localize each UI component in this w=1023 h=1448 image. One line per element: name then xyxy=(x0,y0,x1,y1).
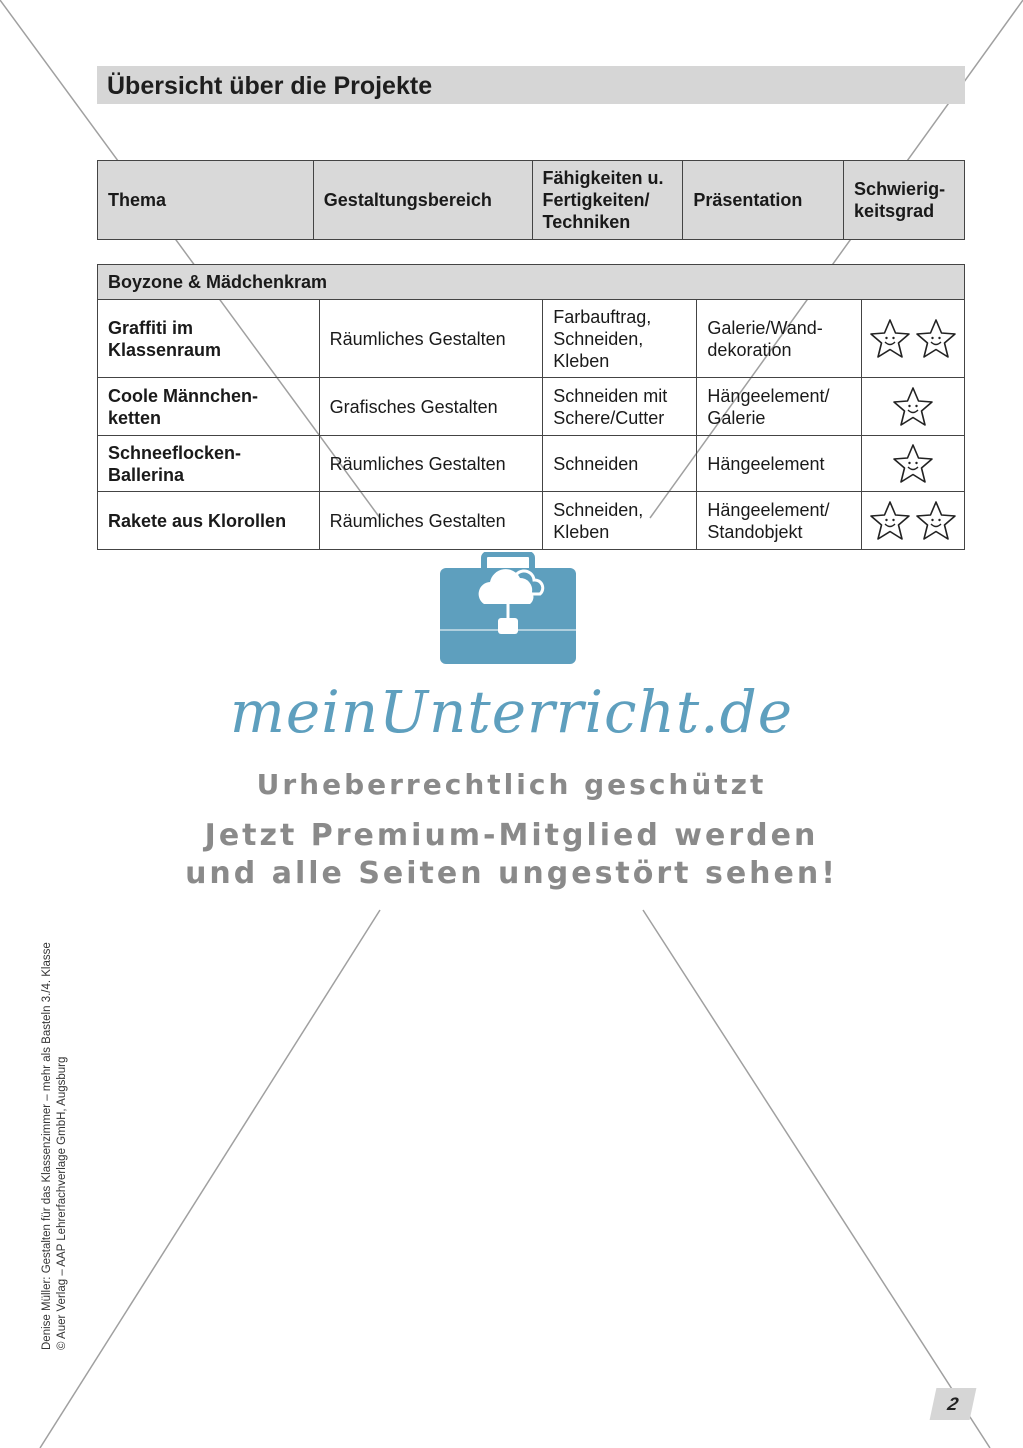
row-thema: Coole Männchen-ketten xyxy=(98,378,320,436)
group-row xyxy=(98,265,965,300)
watermark-line-3: und alle Seiten ungestört sehen! xyxy=(185,856,838,891)
watermark-line-2: Jetzt Premium-Mitglied werden xyxy=(204,818,819,853)
copyright-sidebar xyxy=(40,890,70,1350)
row-praesentation: Galerie/Wand-dekoration xyxy=(697,300,861,378)
star-icon xyxy=(867,327,913,347)
watermark-line-1: Urheberrechtlich geschützt xyxy=(256,768,767,801)
row-thema: Rakete aus Klorollen xyxy=(98,492,320,550)
row-praesentation: Hängeelement xyxy=(697,436,861,492)
watermark-brand: meinUnterricht.de xyxy=(229,678,794,746)
row-techniken: Schneiden, Kleben xyxy=(543,492,697,550)
row-stars xyxy=(861,436,964,492)
header-table xyxy=(97,160,965,240)
row-techniken: Farbauftrag, Schneiden, Kleben xyxy=(543,300,697,378)
table-row xyxy=(98,300,965,378)
title-bar xyxy=(97,66,965,104)
table-row xyxy=(98,492,965,550)
header-schwierigkeitsgrad: Schwierig-keitsgrad xyxy=(844,161,965,240)
header-praesentation: Präsentation xyxy=(683,161,844,240)
header-gestaltungsbereich: Gestaltungsbereich xyxy=(313,161,532,240)
row-praesentation: Hängeelement/ Standobjekt xyxy=(697,492,861,550)
row-praesentation: Hängeelement/ Galerie xyxy=(697,378,861,436)
row-bereich: Räumliches Gestalten xyxy=(319,492,543,550)
row-thema: Schneeflocken-Ballerina xyxy=(98,436,320,492)
row-bereich: Räumliches Gestalten xyxy=(319,436,543,492)
page-number: 2 xyxy=(930,1388,977,1420)
group-label: Boyzone & Mädchenkram xyxy=(98,265,965,300)
header-techniken: Fähigkeiten u. Fertigkeiten/ Techniken xyxy=(532,161,683,240)
projects-table xyxy=(97,264,965,550)
row-thema: Graffiti im Klassenraum xyxy=(98,300,320,378)
star-icon xyxy=(913,327,959,347)
row-stars xyxy=(861,300,964,378)
star-icon xyxy=(913,509,959,529)
table-row xyxy=(98,378,965,436)
row-stars xyxy=(861,378,964,436)
star-icon xyxy=(890,452,936,472)
source-line: Denise Müller: Gestalten für das Klassenzimmer – mehr als Basteln 3./4. Klasse xyxy=(41,942,53,1350)
page-title: Übersicht über die Projekte xyxy=(107,72,433,100)
briefcase-cloud-icon xyxy=(438,552,578,666)
table-row xyxy=(98,436,965,492)
star-icon xyxy=(890,395,936,415)
row-techniken: Schneiden xyxy=(543,436,697,492)
star-icon xyxy=(867,509,913,529)
row-bereich: Grafisches Gestalten xyxy=(319,378,543,436)
row-bereich: Räumliches Gestalten xyxy=(319,300,543,378)
header-thema: Thema xyxy=(98,161,314,240)
row-stars xyxy=(861,492,964,550)
row-techniken: Schneiden mit Schere/Cutter xyxy=(543,378,697,436)
copyright-line: © Auer Verlag – AAP Lehrerfachverlage GmbH, Augsburg xyxy=(56,1056,68,1350)
